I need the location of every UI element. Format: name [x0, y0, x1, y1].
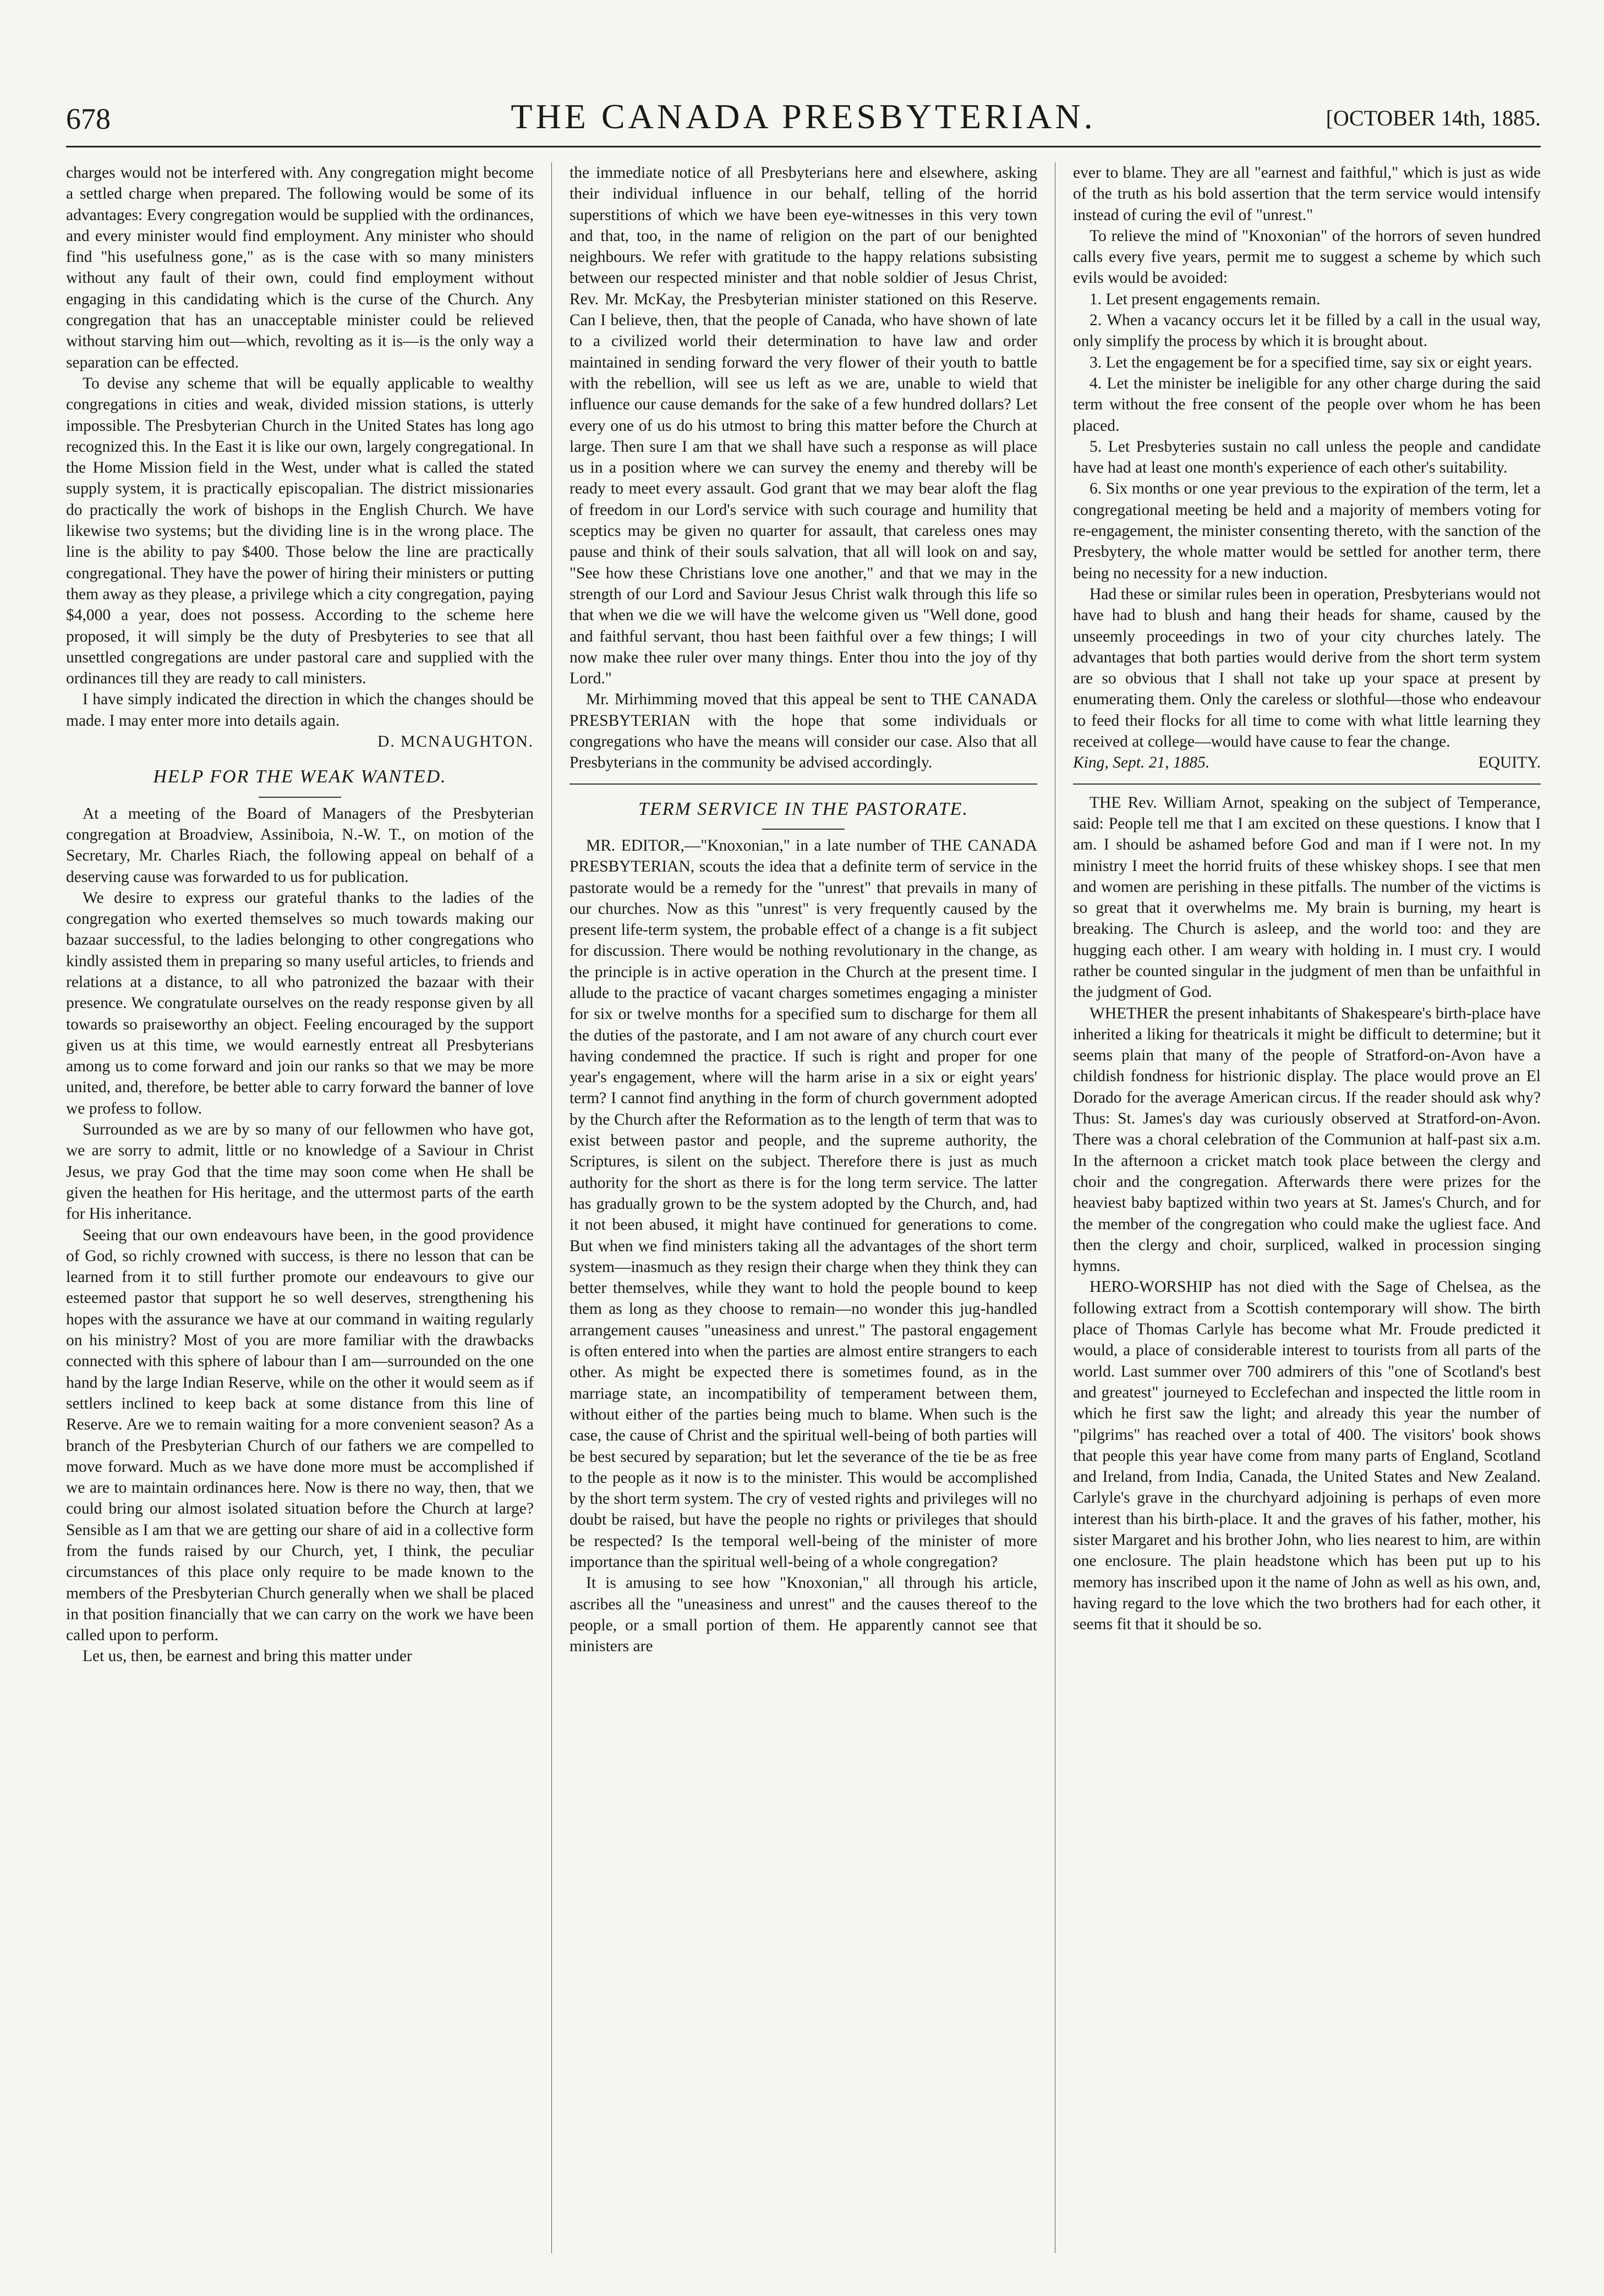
article-paragraph: At a meeting of the Board of Managers of the Presbyterian congregation at Broadview, Assiniboia, N.-W. T., on motion of the Secretary, Mr. Charles Riach, the following appeal on behalf of a deserving cause was forwarded to us for publication. [66, 804, 534, 886]
author-signature: EQUITY. [1478, 754, 1541, 772]
article-paragraph: To relieve the mind of "Knoxonian" of the horrors of seven hundred calls every five years, permit me to suggest a scheme by which such evils would be avoided: [1073, 227, 1541, 287]
article-paragraph: Let us, then, be earnest and bring this matter under [83, 1647, 412, 1665]
list-item: 2. When a vacancy occurs let it be filled by a call in the usual way, only simplify the process by which it is brought about. [1073, 311, 1541, 350]
signature-line [1073, 752, 1541, 773]
article-headline: TERM SERVICE IN THE PASTORATE. [638, 798, 968, 819]
column-rule [551, 162, 552, 2253]
article-paragraph: To devise any scheme that will be equally applicable to wealthy congregations in cities and weak, divided mission stations, is utterly impossible. The Presbyterian Church in the United States has long ago recognized this. In the East it is like our own, largely congregational. In the Home Mission field in the West, under what is called the stated supply system, it is practically episcopalian. The district missionaries do practically the work of bishops in the English Church. We have likewise two systems; but the dividing line is in the wrong place. The line is the ability to pay $400. Those below the line are practically congregational. They have the power of hiring their ministers or putting them away as they please, a privilege which a city congregation, paying $4,000 a year, does not possess. According to the scheme here proposed, it will simply be the duty of Presbyteries to see that all unsettled congregations are under pastoral care and supplied with the ordinances till they are ready to call ministers. [66, 374, 534, 688]
issue-date: [OCTOBER 14th, 1885. [1326, 106, 1541, 130]
column-1 [66, 162, 534, 2264]
article-paragraph: WHETHER the present inhabitants of Shakespeare's birth-place have inherited a liking for theatricals it might be difficult to determine; but it seems plain that many of the people of Stratford-on-Avon have a childish fondness for histrionic display. The place would prove an El Dorado for the average American circus. If the reader should ask why? Thus: St. James's day was curiously observed at Stratford-on-Avon. There was a choral celebration of the Communion at half-past six a.m. In the afternoon a cricket match took place between the clergy and choir and the congregation. Afterwards there were prizes for the heaviest baby baptized within two years at St. James's Church, and for the member of the congregation who could make the ugliest face. And then the clergy and choir, surpliced, walked in procession singing hymns. [1073, 1004, 1541, 1275]
article-paragraph: MR. EDITOR,—"Knoxonian," in a late number of THE CANADA PRESBYTERIAN, scouts the idea that a definite term of service in the pastorate would be a remedy for the "unrest" that prevails in many of our churches. Now as this "unrest" is very frequently caused by the present life-term system, the probable effect of a change is a fit subject for discussion. There would be nothing revolutionary in the change, as the principle is in active operation in the Church at the present time. I allude to the practice of vacant charges sometimes engaging a minister for six or twelve months for a specified sum to discharge for them all the duties of the pastorate, and I am not aware of any church court ever having condemned the practice. If such is right and proper for one year's engagement, where will the harm arise in a six or eight years' term? I cannot find anything in the form of church government adopted by the Church after the Reformation as to the length of term that was to exist between pastor and people, and the supreme authority, the Scriptures, is silent on the subject. Therefore there is just as much authority for the short as there is for the long term service. The latter has gradually grown to be the system adopted by the Church, and, had it not been abused, it might have continued for generations to come. But when we find ministers taking all the advantages of the short term system—inasmuch as they resign their charge when they think they can better themselves, while they want to hold the people bound to keep them as long as they choose to remain—no wonder this jug-handled arrangement causes "uneasiness and unrest." The pastoral engagement is often entered into when the parties are almost entire strangers to each other. As might be expected there is sometimes found, as in the marriage state, an incompatibility of temperament between them, without either of the parties being much to blame. When such is the case, the cause of Christ and the spiritual well-being of both parties will be best secured by separation; but let the severance of the tie be as free to the people as it now is to the minister. This would be accomplished by the short term system. The cry of vested rights and privileges will no doubt be raised, but have the people no rights or privileges that should be respected? Is the temporal well-being of the minister of more importance than the spiritual well-being of a whole congregation? [570, 836, 1037, 1571]
article-paragraph: Mr. Mirhimming moved that this appeal be sent to THE CANADA PRESBYTERIAN with the hope that some individuals or congregations who have the means will consider our case. Also that all Presbyterians in the community be advised accordingly. [570, 691, 1037, 772]
author-signature: D. MCNAUGHTON. [377, 733, 534, 751]
article-paragraph: the immediate notice of all Presbyterians here and elsewhere, asking their individual influence in our behalf, telling of the horrid superstitions of which we have been eye-witnesses in this very town and that, too, in the name of religion on the part of our benighted neighbours. We refer with gratitude to the happy relations subsisting between our respected minister and that noble soldier of Jesus Christ, Rev. Mr. McKay, the Presbyterian minister stationed on this Reserve. Can I believe, then, that the people of Canada, who have shown of late to a civilized world their determination to have law and order maintained in sending forward the very flower of their youth to battle with the rebellion, will see us left as we are, unable to wield that influence our cause demands for the sake of a few hundred dollars? Let every one of us do his utmost to bring this matter before the Church at large. Then sure I am that we shall have such a response as will place us in a position where we can survey the enemy and thereby will be ready to meet every assault. God grant that we may bear aloft the flag of freedom in our Lord's service with such courage and humility that sceptics may be given no quarter for assault, that careless ones may pause and think of their souls salvation, that all will look on and say, "See how these Christians love one another," and that we may in the strength of our Lord and Saviour Jesus Christ walk through this life so that when we die we will have the welcome given us "Well done, good and faithful servant, thou hast been faithful over a few things; I will now make thee ruler over many things. Enter thou into the joy of thy Lord." [570, 164, 1037, 688]
article-paragraph: It is amusing to see how "Knoxonian," all through his article, ascribes all the "uneasiness and unrest" and the causes thereof to the people, or a small portion of them. He apparently cannot see that ministers are [570, 1574, 1037, 1656]
article-paragraph: I have simply indicated the direction in which the changes should be made. I may enter more into details again. [66, 691, 534, 730]
column-3 [1073, 162, 1541, 2264]
article-headline: HELP FOR THE WEAK WANTED. [153, 766, 447, 787]
article-paragraph: We desire to express our grateful thanks to the ladies of the congregation who exerted themselves so much towards making our bazaar successful, to the ladies belonging to other congregations who kindly assisted them in preparing so many useful articles, to friends and relations at a distance, to all who patronized the bazaar with their presence. We congratulate ourselves on the ready response given by all towards so praiseworthy an object. Feeling encouraged by the support given us at this time, we would earnestly entreat all Presbyterians among us to come forward and join our ranks so that we may be more united, and, therefore, be better able to carry forward the banner of love we profess to follow. [66, 889, 534, 1117]
article-paragraph: Surrounded as we are by so many of our fellowmen who have got, we are sorry to admit, little or no knowledge of a Saviour in Christ Jesus, we pray God that the time may soon come when He shall be given the heathen for His heritage, and the uttermost parts of the earth for His inheritance. [66, 1121, 534, 1223]
article-paragraph: HERO-WORSHIP has not died with the Sage of Chelsea, as the following extract from a Scottish contemporary will show. The birth place of Thomas Carlyle has become what Mr. Froude predicted it would, a place of considerable interest to tourists from all parts of the world. Last summer over 700 admirers of this "one of Scotland's best and greatest" journeyed to Ecclefechan and inspected the little room in which he first saw the light; and already this year the number of "pilgrims" has reached over a total of 400. The visitors' book shows that people this year have come from many parts of England, Scotland and Ireland, from India, Canada, the United States and New Zealand. Carlyle's grave in the churchyard adjoining is perhaps of even more interest than his birth-place. It and the graves of his father, mother, his sister Margaret and his brother John, who lies nearest to him, are within one enclosure. The plain headstone which has been put up to his memory has inscribed upon it the name of John as well as his own, and, having regard to the love which the two brothers had for each other, it seems fit that it should be so. [1073, 1278, 1541, 1634]
list-item: 5. Let Presbyteries sustain no call unless the people and candidate have had at least one month's experience of each other's suitability. [1073, 437, 1541, 477]
headline-rule [762, 829, 845, 830]
column-2 [570, 162, 1037, 2264]
article-paragraph: ever to blame. They are all "earnest and faithful," which is just as wide of the truth as his bold assertion that the term service would intensify instead of curing the evil of "unrest." [1073, 164, 1541, 224]
section-rule [570, 783, 1037, 785]
article-paragraph: THE Rev. William Arnot, speaking on the subject of Temperance, said: People tell me that I am excited on these questions. I know that I am. I should be ashamed before God and man if I were not. In my ministry I meet the horrid fruits of these whiskey shops. I see that men and women are perishing in these pitfalls. The number of the victims is so great that it overwhelms me. My brain is burning, my heart is breaking. The Church is asleep, and the world too: and they are hugging each other. I am weary with holding in. I must cry. I would rather be counted singular in the judgment of men than be unfaithful in the judgment of God. [1073, 793, 1541, 1001]
list-item: 6. Six months or one year previous to the expiration of the term, let a congregational meeting be held and a majority of members voting for re-engagement, the minister consenting thereto, with the sanction of the Presbytery, the whole matter would be settled for another term, there being no necessity for a new induction. [1073, 480, 1541, 582]
list-item: 4. Let the minister be ineligible for any other charge during the said term without the free consent of the people over whom he has been placed. [1073, 374, 1541, 435]
section-rule [1073, 783, 1541, 785]
list-item: 1. Let present engagements remain. [1090, 290, 1321, 308]
page-number: 678 [66, 102, 111, 135]
article-paragraph: charges would not be interfered with. Any congregation might become a settled charge when prepared. The following would be some of its advantages: Every congregation would be supplied with the ordinances, and every minister would find employment. Any minister who should find "his usefulness gone," as is the case with so many ministers without any fault of their own, could find employment without engaging in this candidating which is the curse of the Church. Any congregation that has an unacceptable minister could be relieved without starving him out—which, revolting as it is—is the only way a separation can be effected. [66, 164, 534, 371]
article-paragraph: Had these or similar rules been in operation, Presbyterians would not have had to blush and hang their heads for shame, caused by the unseemly proceedings in two of your city churches lately. The advantages that both parties would derive from the short term system are so obvious that I shall not take up your space at present by enumerating them. Only the careless or slothful—those who endeavour to feed their flocks for all time to come with what little learning they received at college—would have cause to fear the change. [1073, 585, 1541, 751]
dateline: King, Sept. 21, 1885. [1073, 754, 1210, 772]
list-item: 3. Let the engagement be for a specified time, say six or eight years. [1090, 353, 1532, 371]
headline-rule [259, 797, 341, 798]
article-paragraph: Seeing that our own endeavours have been, in the good providence of God, so richly crowned with success, is there no lesson that can be learned from it to still further promote our endeavours to give our esteemed pastor that support he so well deserves, strengthening his hopes with the assurance we have at our command in waiting regularly on his ministry? Most of you are more familiar with the drawbacks connected with this sphere of labour than I am—surrounded on the one hand by the large Indian Reserve, while on the other it would seem as if settlers inclined to keep back at some distance from this line of Reserve. Are we to remain waiting for a more convenient season? As a branch of the Presbyterian Church of our fathers we are compelled to move forward. Much as we have done more must be accomplished if we are to maintain ordinances here. Now is there no way, then, that we could bring our almost isolated situation before the Church at large? Sensible as I am that we are getting our share of aid in a collective form from the funds raised by our Church, yet, I think, the peculiar circumstances of this place only require to be made known to the members of the Presbyterian Church generally when we shall be placed in that position financially that we can carry on the work we have been called upon to perform. [66, 1226, 534, 1645]
masthead [66, 96, 1541, 147]
newspaper-title: THE CANADA PRESBYTERIAN. [511, 97, 1096, 136]
